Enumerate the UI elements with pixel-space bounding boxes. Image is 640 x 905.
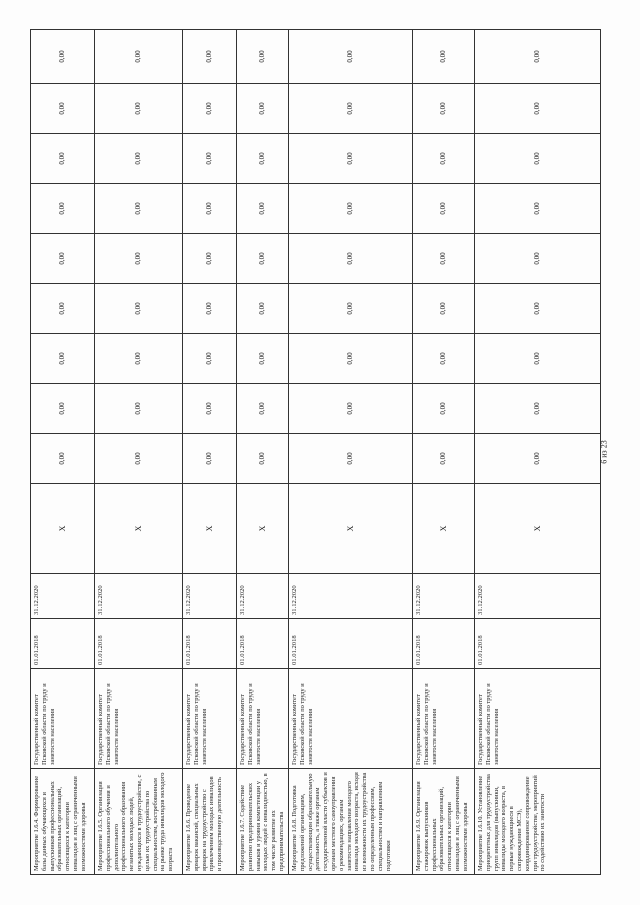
table-row xyxy=(95,30,183,875)
value-cell: 0,00 xyxy=(237,84,289,134)
value-cell: 0,00 xyxy=(183,134,237,184)
end-date-cell: 31.12.2020 xyxy=(475,574,601,619)
value-cell: 0,00 xyxy=(95,134,183,184)
value-cell: 0,00 xyxy=(95,334,183,384)
value-cell: 0,00 xyxy=(183,284,237,334)
table-row xyxy=(413,30,475,875)
table-row xyxy=(289,30,413,875)
value-cell: 0,00 xyxy=(289,184,413,234)
value-cell: 0,00 xyxy=(413,284,475,334)
value-cell: 0,00 xyxy=(413,384,475,434)
value-cell: 0,00 xyxy=(31,434,95,484)
value-cell: 0,00 xyxy=(31,184,95,234)
value-cell: 0,00 xyxy=(31,84,95,134)
value-cell: 0,00 xyxy=(289,30,413,84)
end-date-cell: 31.12.2020 xyxy=(413,574,475,619)
value-cell: 0,00 xyxy=(237,134,289,184)
value-cell: 0,00 xyxy=(183,84,237,134)
end-date-cell: 31.12.2020 xyxy=(183,574,237,619)
value-cell: 0,00 xyxy=(413,334,475,384)
value-cell: 0,00 xyxy=(95,434,183,484)
value-cell: 0,00 xyxy=(289,84,413,134)
value-cell: 0,00 xyxy=(183,234,237,284)
value-cell: 0,00 xyxy=(289,434,413,484)
end-date-cell: 31.12.2020 xyxy=(289,574,413,619)
x-mark-cell: Х xyxy=(475,484,601,574)
value-cell: 0,00 xyxy=(289,384,413,434)
value-cell: 0,00 xyxy=(475,384,601,434)
value-cell: 0,00 xyxy=(183,30,237,84)
event-cell: Мероприятие 1.6.6. Проведение ярмарок вакансий, специальных ярмарок на трудоустройство с привлечением молодых инвалидов и производственную деятельность xyxy=(183,769,237,875)
value-cell: 0,00 xyxy=(31,384,95,434)
event-cell: Мероприятие 1.6.4. Формирование базы данных обучающихся и выпускников профессиональных образовательных организаций, относящихся к категории инвалидов и лиц с ограниченными возможностями здоровья xyxy=(31,769,95,875)
executor-cell: Государственный комитет Псковской области по труду и занятости населения xyxy=(237,669,289,769)
value-cell: 0,00 xyxy=(237,384,289,434)
event-cell: Мероприятие 1.6.5. Организация профессионального обучения и дополнительного профессионального образования незанятых молодых людей, нуждающихся в трудоустройстве, с целью их трудоустройства по специальностям, востребованным на рынке труда инвалидов молодого возраста xyxy=(95,769,183,875)
value-cell: 0,00 xyxy=(237,234,289,284)
x-mark-cell: Х xyxy=(95,484,183,574)
event-cell: Мероприятие 1.6.9. Организация стажировок выпускников профессиональных образовательных организаций, относящихся к категории инвалидов и лиц с ограниченными возможностями здоровья xyxy=(413,769,475,875)
value-cell: 0,00 xyxy=(183,384,237,434)
table-row xyxy=(183,30,237,875)
value-cell: 0,00 xyxy=(95,234,183,284)
value-cell: 0,00 xyxy=(95,84,183,134)
start-date-cell: 01.01.2018 xyxy=(31,619,95,669)
start-date-cell: 01.01.2018 xyxy=(183,619,237,669)
value-cell: 0,00 xyxy=(31,134,95,184)
value-cell: 0,00 xyxy=(31,334,95,384)
value-cell: 0,00 xyxy=(289,334,413,384)
start-date-cell: 01.01.2018 xyxy=(289,619,413,669)
value-cell: 0,00 xyxy=(413,234,475,284)
x-mark-cell: Х xyxy=(183,484,237,574)
event-cell: Мероприятие 1.6.7. Содействие развитию предпринимательских навыков и уровня компетенции у молодых людей с инвалидностью, в том числе развитие их предпринимательства xyxy=(237,769,289,875)
end-date-cell: 31.12.2020 xyxy=(95,574,183,619)
program-events-table xyxy=(30,29,601,875)
value-cell: 0,00 xyxy=(475,184,601,234)
value-cell: 0,00 xyxy=(475,334,601,384)
value-cell: 0,00 xyxy=(237,334,289,384)
executor-cell: Государственный комитет Псковской области по труду и занятости населения xyxy=(289,669,413,769)
executor-cell: Государственный комитет Псковской области по труду и занятости населения xyxy=(183,669,237,769)
value-cell: 0,00 xyxy=(475,434,601,484)
table-row xyxy=(31,30,95,875)
executor-cell: Государственный комитет Псковской области по труду и занятости населения xyxy=(475,669,601,769)
x-mark-cell: Х xyxy=(237,484,289,574)
value-cell: 0,00 xyxy=(95,284,183,334)
value-cell: 0,00 xyxy=(413,30,475,84)
x-mark-cell: Х xyxy=(413,484,475,574)
value-cell: 0,00 xyxy=(31,30,95,84)
value-cell: 0,00 xyxy=(413,84,475,134)
executor-cell: Государственный комитет Псковской области по труду и занятости населения xyxy=(95,669,183,769)
rotated-table-container xyxy=(30,30,600,875)
value-cell: 0,00 xyxy=(237,434,289,484)
start-date-cell: 01.01.2018 xyxy=(95,619,183,669)
page-number: 6 из 23 xyxy=(599,440,609,464)
value-cell: 0,00 xyxy=(413,434,475,484)
value-cell: 0,00 xyxy=(475,284,601,334)
start-date-cell: 01.01.2018 xyxy=(413,619,475,669)
value-cell: 0,00 xyxy=(237,284,289,334)
value-cell: 0,00 xyxy=(289,234,413,284)
table-row xyxy=(237,30,289,875)
start-date-cell: 01.01.2018 xyxy=(475,619,601,669)
value-cell: 0,00 xyxy=(289,284,413,334)
value-cell: 0,00 xyxy=(413,184,475,234)
value-cell: 0,00 xyxy=(95,30,183,84)
value-cell: 0,00 xyxy=(183,334,237,384)
x-mark-cell: Х xyxy=(31,484,95,574)
value-cell: 0,00 xyxy=(413,134,475,184)
end-date-cell: 31.12.2020 xyxy=(237,574,289,619)
value-cell: 0,00 xyxy=(95,184,183,234)
value-cell: 0,00 xyxy=(183,184,237,234)
value-cell: 0,00 xyxy=(289,134,413,184)
value-cell: 0,00 xyxy=(183,434,237,484)
value-cell: 0,00 xyxy=(31,234,95,284)
value-cell: 0,00 xyxy=(95,384,183,434)
start-date-cell: 01.01.2018 xyxy=(237,619,289,669)
value-cell: 0,00 xyxy=(475,84,601,134)
value-cell: 0,00 xyxy=(475,234,601,284)
table-row xyxy=(475,30,601,875)
event-cell: Мероприятие 1.6.10. Установление приоритетных для трудоустройства групп инвалидов (выпускники, инвалиды молодого возраста, в первые нуждающиеся в сопровождении МСЭ), координированное сопровождение при трудоустройстве, мероприятий по содействию их занятости xyxy=(475,769,601,875)
end-date-cell: 31.12.2020 xyxy=(31,574,95,619)
value-cell: 0,00 xyxy=(475,134,601,184)
event-cell: Мероприятие 1.6.8. Подготовка предложений организациям, осуществляющим образовательную деятельность, а также органам государственной власти субъектов и органам местного самоуправления о рекомендациях, органам занятости направления молодого инвалида молодого возраста, исходя из возможности их трудоустройства по определенным профессиям, специальностям и направлениям подготовки xyxy=(289,769,413,875)
x-mark-cell: Х xyxy=(289,484,413,574)
value-cell: 0,00 xyxy=(237,30,289,84)
value-cell: 0,00 xyxy=(237,184,289,234)
executor-cell: Государственный комитет Псковской области по труду и занятости населения xyxy=(413,669,475,769)
executor-cell: Государственный комитет Псковской области по труду и занятости населения xyxy=(31,669,95,769)
value-cell: 0,00 xyxy=(31,284,95,334)
value-cell: 0,00 xyxy=(475,30,601,84)
